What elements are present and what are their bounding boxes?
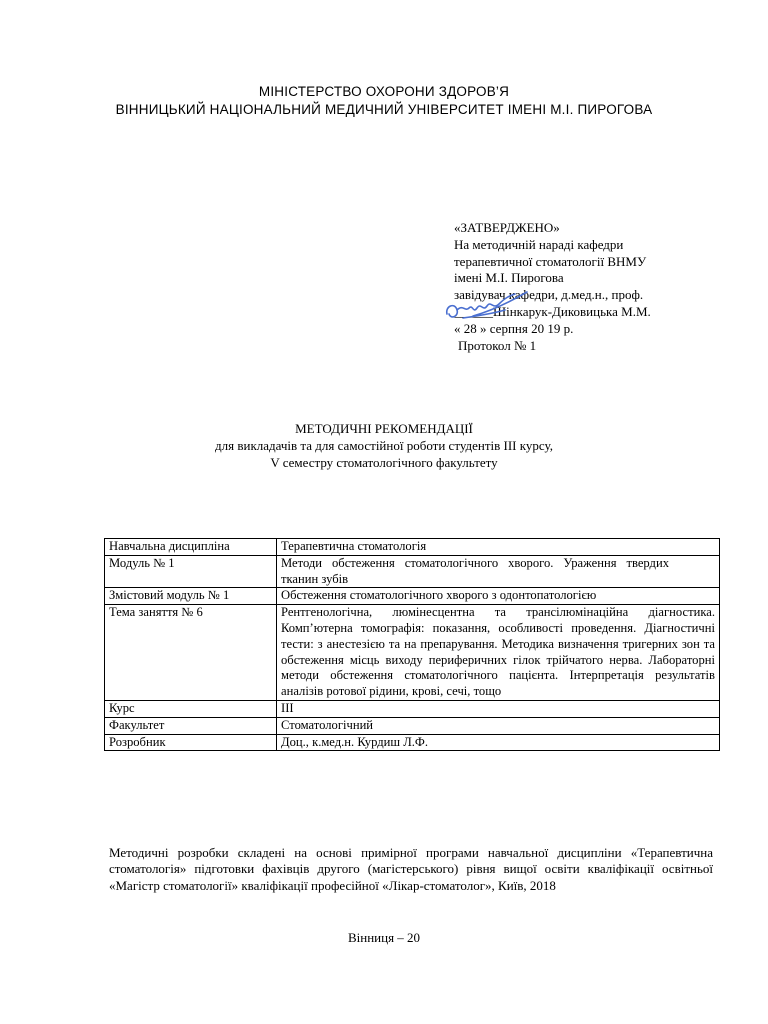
document-title: МЕТОДИЧНІ РЕКОМЕНДАЦІЇ (295, 421, 473, 436)
protocol-number: Протокол № 1 (458, 337, 537, 353)
row-value: Рентгенологічна, люмінесцентна та трансілюмінаційна діагностика. Комп’ютерна томографія: показання, особливості проведення. Діагностичні тести: з анестезією та на препарування. Методика визначення тригерних зон та обстеження місць виходу периферичних гілок трійчатого нерва. Лабораторні методи обстеження стоматологічного пацієнта. Інтерпретація результатів аналізів ротової рідини, крові, сечі, тощо (277, 605, 720, 701)
approval-line: імені М.І. Пирогова (454, 270, 564, 286)
table-row (105, 605, 720, 701)
approval-line: На методичній нараді кафедри (454, 236, 624, 252)
approval-title: «ЗАТВЕРДЖЕНО» (454, 220, 560, 235)
course-info-table (104, 538, 720, 751)
row-value: Стоматологічний (277, 717, 720, 734)
document-subtitle-semester: V семестру стоматологічного факультету (270, 455, 498, 470)
row-value: Доц., к.мед.н. Курдиш Л.Ф. (277, 734, 720, 751)
approval-line: завідувач кафедри, д.мед.н., проф. (454, 287, 644, 303)
table-row (105, 700, 720, 717)
row-value: Методи обстеження стоматологічного хворого. Ураження твердих тканин зубів (277, 555, 720, 588)
row-label: Навчальна дисципліна (105, 539, 277, 556)
table-row (105, 717, 720, 734)
university-heading: ВІННИЦЬКИЙ НАЦІОНАЛЬНИЙ МЕДИЧНИЙ УНІВЕРСИТЕТ ІМЕНІ М.І. ПИРОГОВА (115, 102, 653, 117)
footer-city-year: Вінниця – 20 (347, 930, 421, 945)
table-row (105, 555, 720, 588)
document-subtitle: для викладачів та для самостійної роботи студентів ІІІ курсу, (215, 438, 553, 453)
row-label: Тема заняття № 6 (105, 605, 277, 701)
approval-line: терапевтичної стоматології ВНМУ (454, 253, 647, 269)
row-label: Розробник (105, 734, 277, 751)
table-row (105, 588, 720, 605)
approval-date: « 28 » серпня 20 19 р. (454, 320, 574, 336)
basis-paragraph: Методичні розробки складені на основі примірної програми навчальної дисципліни «Терапевтична стоматологія» підготовки фахівців другого (магістерського) рівня вищої освіти кваліфікації освітньої «Магістр стоматології» кваліфікації професійної «Лікар-стоматолог», Київ, 2018 (109, 845, 713, 893)
signature-image (443, 286, 533, 326)
row-value: Обстеження стоматологічного хворого з одонтопатологією (277, 588, 720, 605)
table-row (105, 734, 720, 751)
row-label: Факультет (105, 717, 277, 734)
row-label: Модуль № 1 (105, 555, 277, 588)
approval-signatory: ______Шінкарук-Диковицька М.М. (454, 303, 651, 319)
row-value: ІІІ (277, 700, 720, 717)
row-label: Змістовий модуль № 1 (105, 588, 277, 605)
row-label: Курс (105, 700, 277, 717)
table-row (105, 539, 720, 556)
ministry-heading: МІНІСТЕРСТВО ОХОРОНИ ЗДОРОВ’Я (258, 84, 510, 99)
row-value: Терапевтична стоматологія (277, 539, 720, 556)
